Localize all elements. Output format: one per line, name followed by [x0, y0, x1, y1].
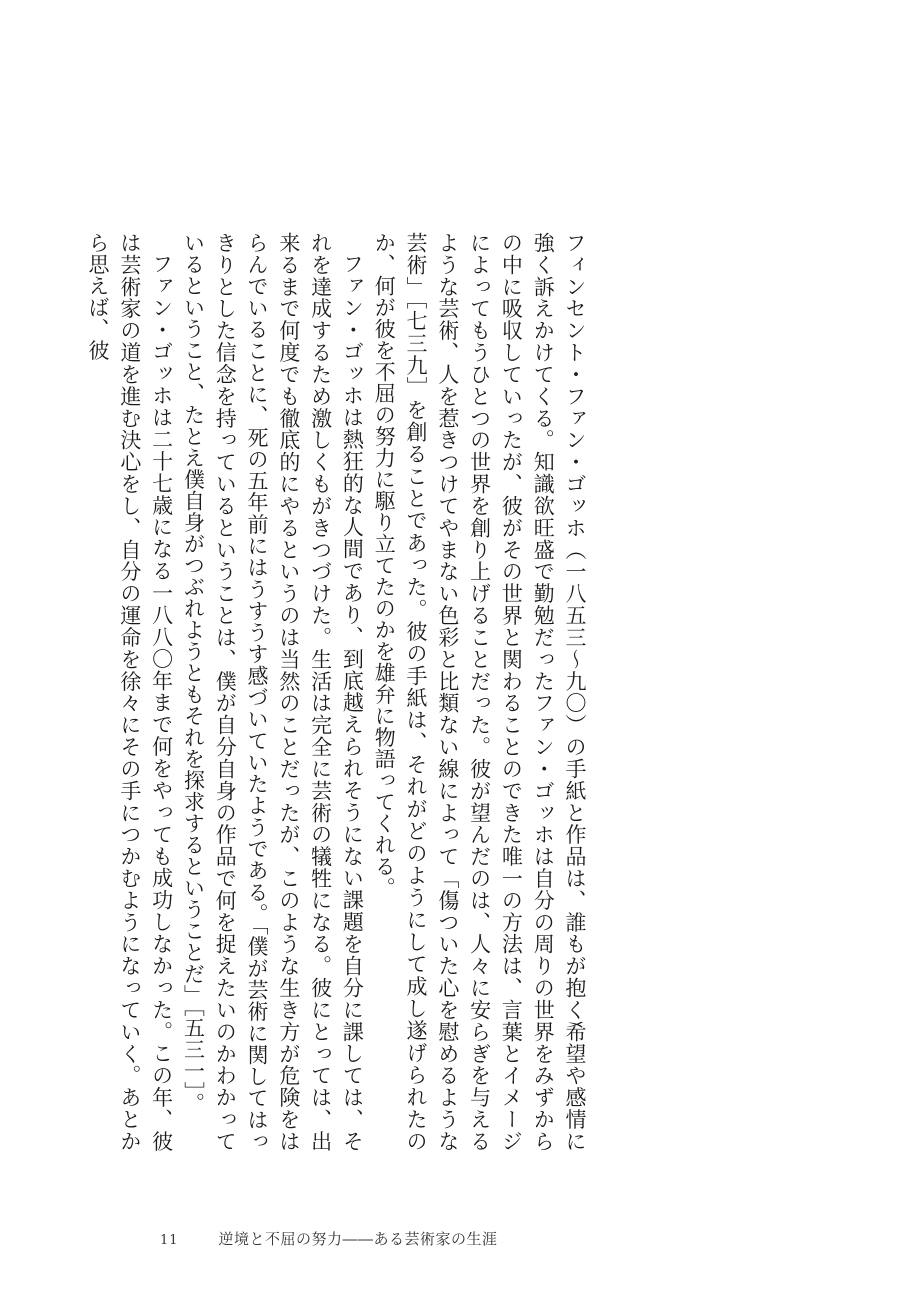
page-number: 11	[160, 1233, 179, 1248]
paragraph-2: ファン・ゴッホは熱狂的な人間であり、到底越えられそうにない課題を自分に課しては、それを達成するため激しくもがきつづけた。生活は完全に芸術の犠牲になる。彼にとっては、出来るまで何度でも徹底的にやるというのは当然のことだったが、このような生き方が危険をはらんでいることに、死の五年前にはうすうす感づいていたようである。「僕が芸術に関してはっきりとした信念を持っているということは、僕が自分自身の作品で何を捉えたいのかわかっているということ、たとえ僕自身がつぶれようともそれを探求するということだ」［五三一］。	[181, 232, 365, 1152]
page-footer	[160, 1228, 498, 1249]
paragraph-3: ファン・ゴッホは二十七歳になる一八八〇年まで何をやっても成功しなかった。この年、彼は芸術家の道を進む決心をし、自分の運命を徐々にその手につかむようになっていく。あとから思えば、彼	[86, 232, 174, 1152]
running-title: 逆境と不屈の努力――ある芸術家の生涯	[218, 1230, 498, 1248]
vertical-body-text	[86, 232, 590, 1152]
paragraph-1: フィンセント・ファン・ゴッホ（一八五三〜九〇）の手紙と作品は、誰もが抱く希望や感情に強く訴えかけてくる。知識欲旺盛で勤勉だったファン・ゴッホは自分の周りの世界をみずからの中に吸収していったが、彼がその世界と関わることのできた唯一の方法は、言葉とイメージによってもうひとつの世界を創り上げることだった。彼が望んだのは、人々に安らぎを与えるような芸術、人を惹きつけてやまない色彩と比類ない線によって「傷ついた心を慰めるような芸術」［七三九］を創ることであった。彼の手紙は、それがどのようにして成し遂げられたのか、何が彼を不屈の努力に駆り立てたのかを雄弁に物語ってくれる。	[372, 232, 587, 1152]
